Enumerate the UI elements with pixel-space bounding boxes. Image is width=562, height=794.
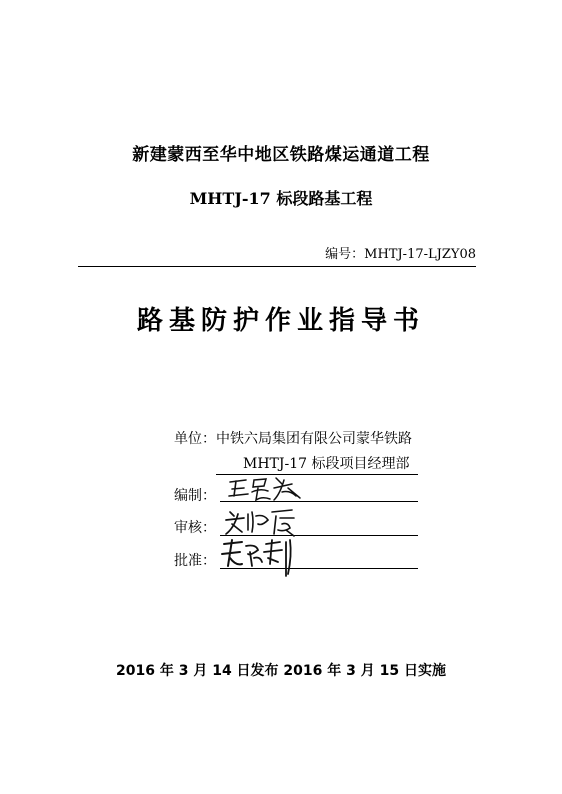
document-code: 编号：MHTJ-17-LJZY08 [325, 247, 476, 262]
compiled-by-label: 编制： [174, 488, 216, 504]
project-title: 新建蒙西至华中地区铁路煤运通道工程 [132, 145, 430, 165]
header-divider [78, 266, 476, 267]
project-subtitle: MHTJ-17 标段路基工程 [189, 189, 373, 208]
reviewed-by-label: 审核： [174, 520, 216, 536]
document-title: 路基防护作业指导书 [136, 306, 425, 336]
approved-by-label: 批准： [174, 553, 216, 569]
issue-implementation-dates: 2016 年 3 月 14 日发布 2016 年 3 月 15 日实施 [116, 663, 446, 679]
reviewed-by-signature [224, 506, 298, 538]
unit-line-1: 单位：中铁六局集团有限公司蒙华铁路 [174, 431, 412, 447]
approved-by-signature [220, 536, 296, 578]
unit-line-2: MHTJ-17 标段项目经理部 [243, 456, 410, 472]
compiled-by-signature [226, 474, 306, 504]
